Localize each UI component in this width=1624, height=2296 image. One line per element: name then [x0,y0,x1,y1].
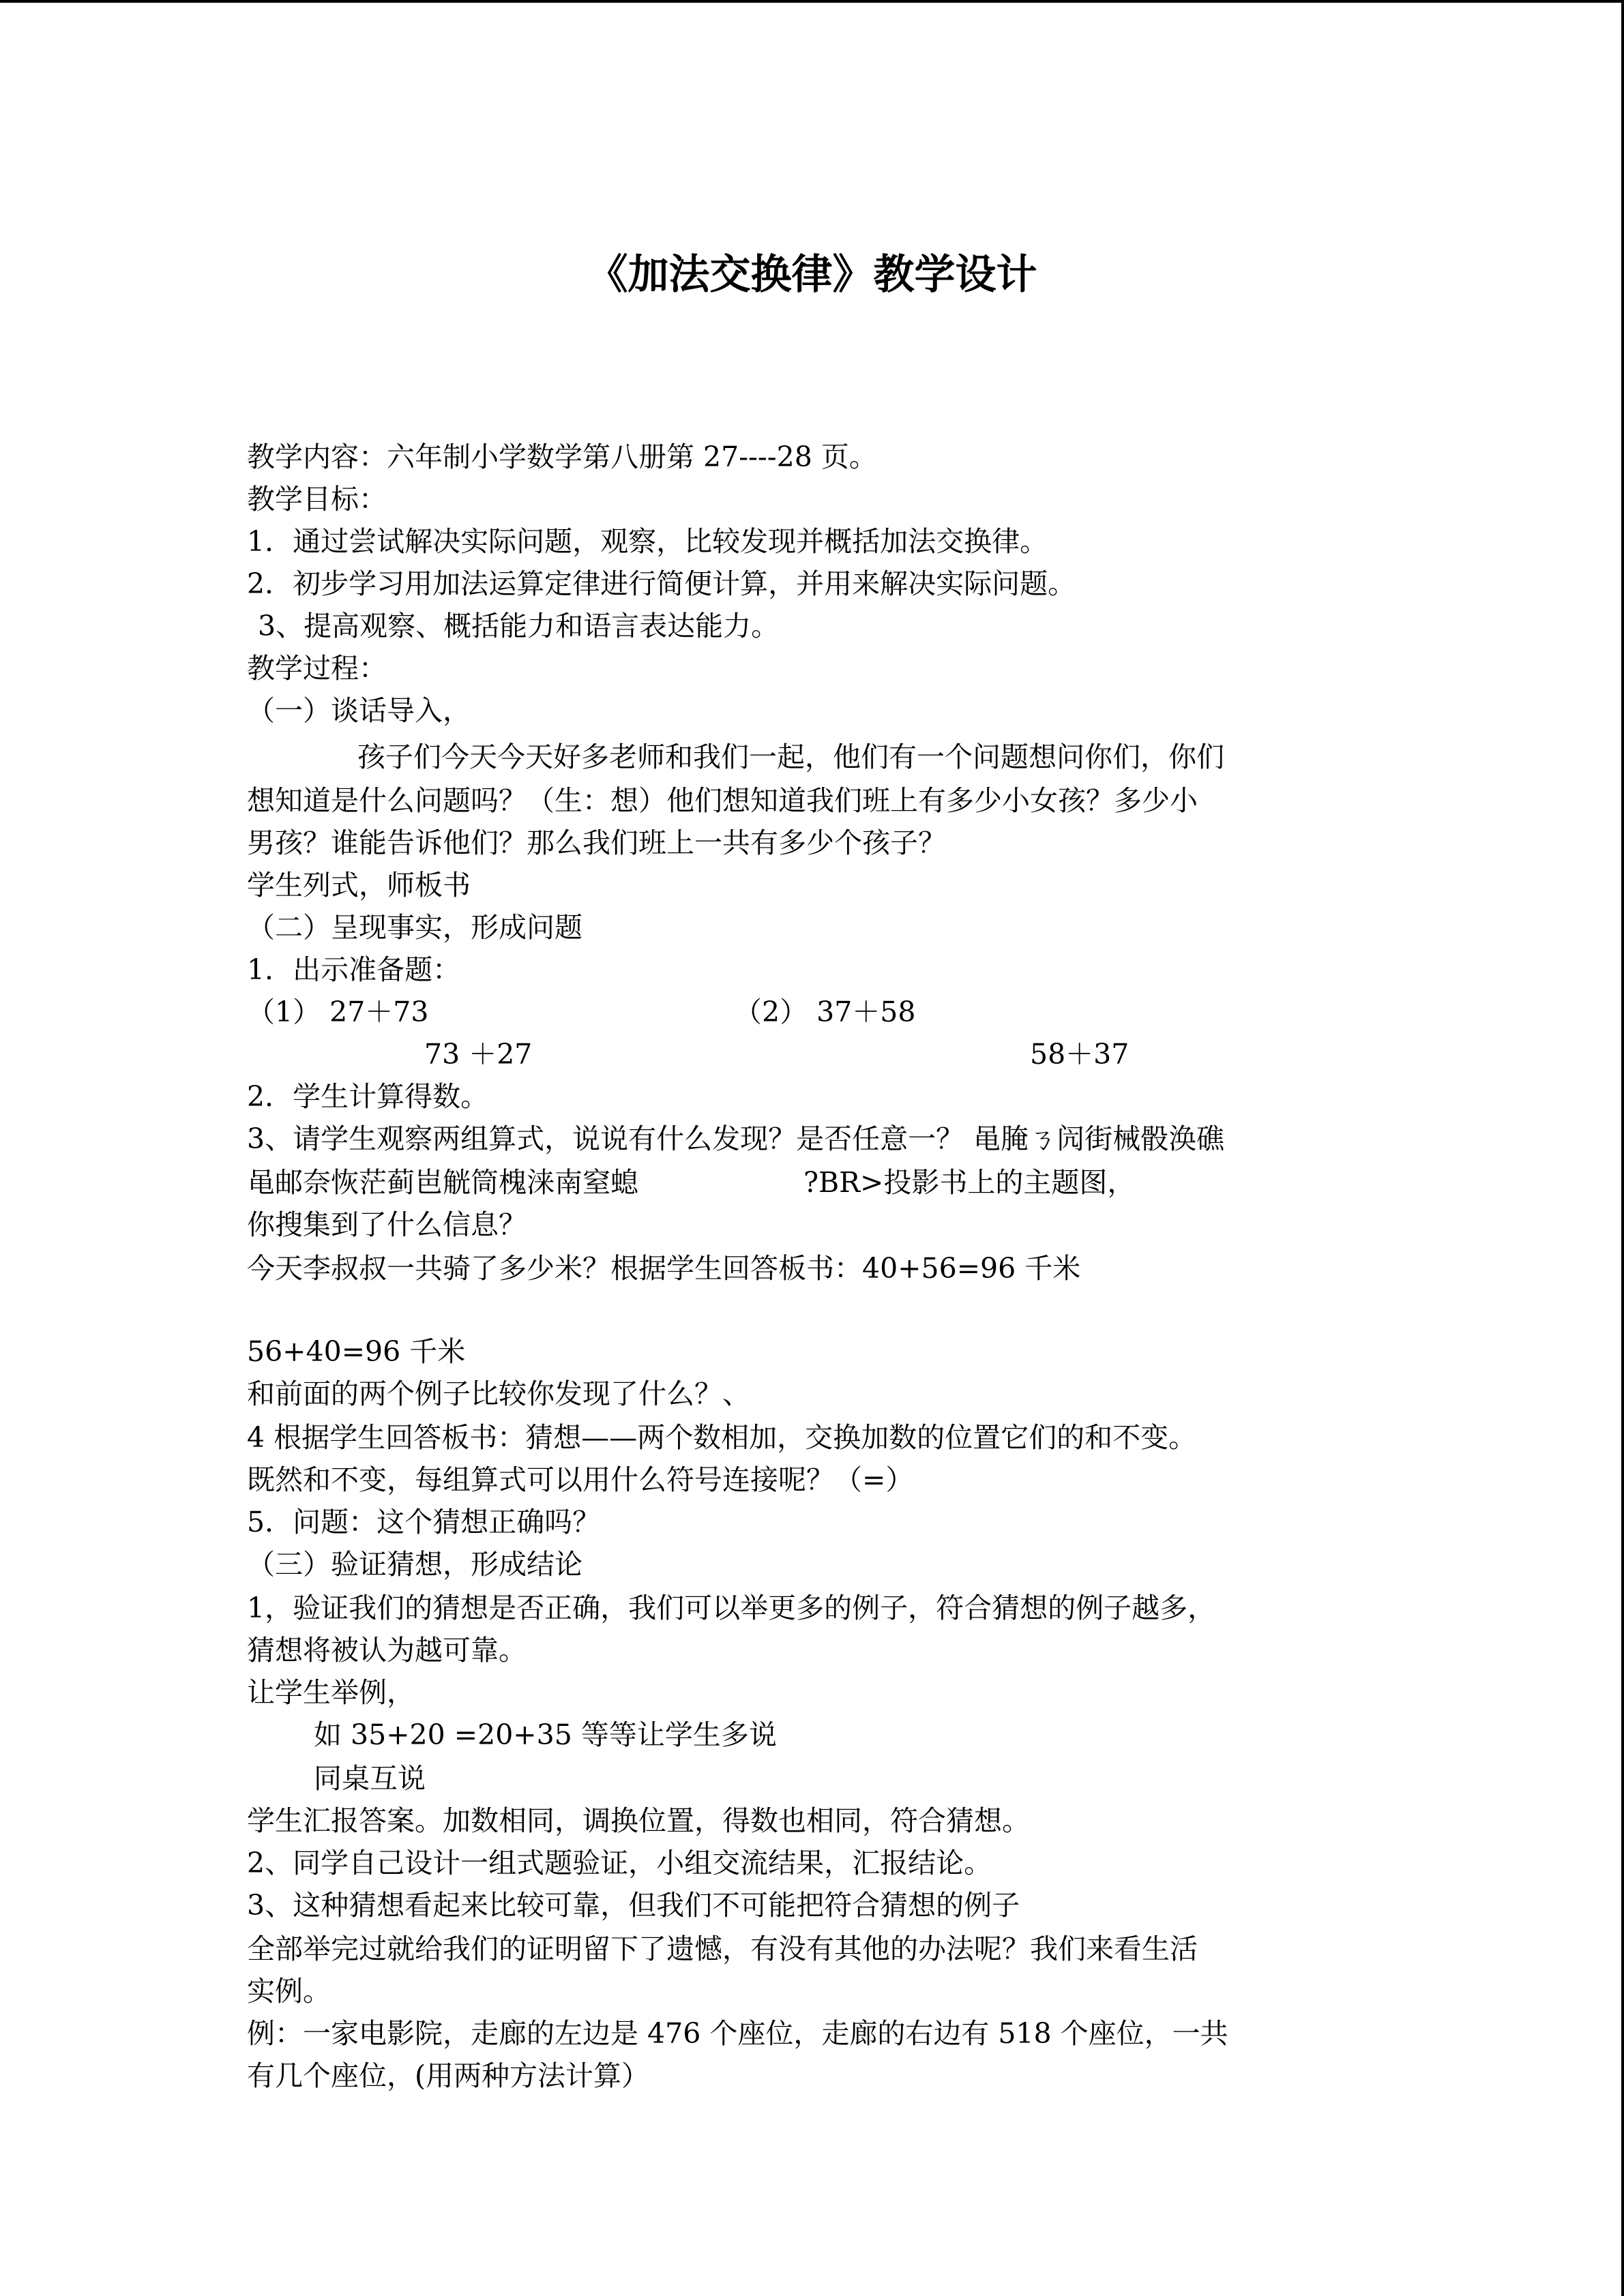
paragraph-line: 学生列式，师板书 [247,869,471,901]
equation-2b: 58＋37 [1030,1038,1130,1071]
paragraph-line: 同桌互说 [314,1762,426,1795]
paragraph-line: 想知道是什么问题吗？（生：想）他们想知道我们班上有多少小女孩？多少小 [247,784,1198,817]
goal-2: 2．初步学习用加法运算定律进行简便计算，并用来解决实际问题。 [247,567,1076,600]
page-border-top [0,0,1624,3]
paragraph-line: 4 根据学生回答板书：猜想——两个数相加，交换加数的位置它们的和不变。 [247,1421,1197,1454]
paragraph-line: 猜想将被认为越可靠。 [247,1634,527,1667]
equation-1a: （1） 27＋73 [247,996,429,1028]
garbled-text: 黾邮奈恢茫蓟岜觥筒槐涞南窒螅 [247,1166,638,1199]
teaching-content: 教学内容：六年制小学数学第八册第 27----28 页。 [247,441,877,473]
paragraph-line: 全部举完过就给我们的证明留下了遗憾，有没有其他的办法呢？我们来看生活 [247,1933,1198,1965]
paragraph-line: 实例。 [247,1975,331,2008]
equation-1b: 73 ＋27 [424,1038,533,1071]
section-3-heading: （三）验证猜想，形成结论 [247,1548,582,1581]
page-border-right [1621,0,1624,2296]
paragraph-line: 男孩？谁能告诉他们？那么我们班上一共有多少个孩子？ [247,826,946,859]
section-1-heading: （一）谈话导入， [247,694,471,727]
section-2-heading: （二）呈现事实，形成问题 [247,911,582,944]
paragraph-line: 1，验证我们的猜想是否正确，我们可以举更多的例子，符合猜想的例子越多， [247,1592,1216,1624]
paragraph-line: ?BR>投影书上的主题图， [803,1166,1136,1199]
paragraph-line: 既然和不变，每组算式可以用什么符号连接呢？（=） [247,1463,914,1496]
paragraph-line: 1．出示准备题： [247,953,461,986]
paragraph-line: 2．学生计算得数。 [247,1080,489,1113]
paragraph-line: 2、同学自己设计一组式题验证，小组交流结果，汇报结论。 [247,1847,992,1879]
example-problem: 例：一家电影院，走廊的左边是 476 个座位，走廊的右边有 518 个座位，一共 [247,2017,1228,2050]
process-heading: 教学过程： [247,652,387,685]
paragraph-line: 如 35+20 =20+35 等等让学生多说 [314,1718,777,1751]
paragraph-line: 和前面的两个例子比较你发现了什么？、 [247,1377,750,1410]
paragraph-line: 3、这种猜想看起来比较可靠，但我们不可能把符合猜想的例子 [247,1889,1020,1922]
board-equation: 56+40=96 千米 [247,1335,466,1368]
paragraph-line: 5．问题：这个猜想正确吗？ [247,1506,601,1538]
paragraph-line: 让学生举例， [247,1676,415,1709]
goal-1: 1．通过尝试解决实际问题，观察，比较发现并概括加法交换律。 [247,525,1048,558]
goals-heading: 教学目标： [247,483,387,516]
paragraph-line: 3、请学生观察两组算式，说说有什么发现？是否任意一？ 黾腌ㄋ闶街械骰涣礁 [247,1122,1225,1155]
paragraph-line: 孩子们今天今天好多老师和我们一起，他们有一个问题想问你们，你们 [357,741,1224,773]
document-title: 《加法交换律》教学设计 [587,251,1037,299]
equation-2a: （2） 37＋58 [734,996,916,1028]
goal-3: 3、提高观察、概括能力和语言表达能力。 [258,610,780,642]
example-problem: 有几个座位，(用两种方法计算） [247,2059,649,2092]
paragraph-line: 学生汇报答案。加数相同，调换位置，得数也相同，符合猜想。 [247,1804,1030,1837]
paragraph-line: 你搜集到了什么信息？ [247,1208,527,1241]
paragraph-line: 今天李叔叔一共骑了多少米？根据学生回答板书：40+56=96 千米 [247,1252,1081,1285]
